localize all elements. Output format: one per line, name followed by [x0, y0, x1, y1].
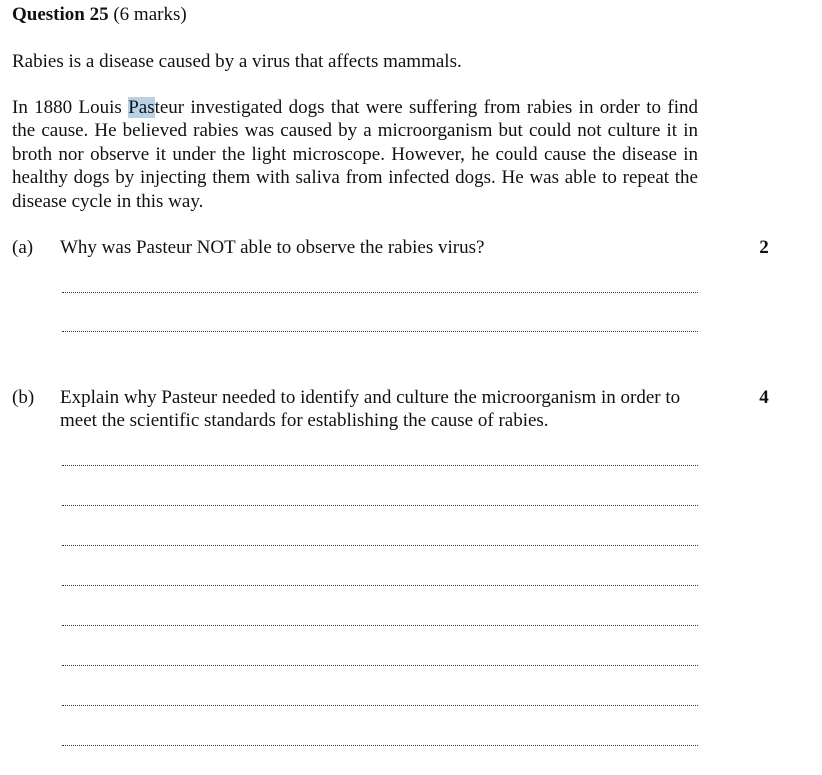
part-a-question: Why was Pasteur NOT able to observe the rabies virus?: [60, 237, 485, 258]
answer-line-a-2[interactable]: [62, 331, 698, 332]
answer-line-b-4[interactable]: [62, 585, 698, 586]
answer-line-b-5[interactable]: [62, 625, 698, 626]
question-marks-note: (6 marks): [113, 4, 187, 25]
text-selection-highlight[interactable]: Pas: [128, 97, 155, 118]
question-intro: Rabies is a disease caused by a virus that affects mammals.: [12, 51, 462, 72]
part-a-marks: 2: [759, 237, 769, 258]
answer-line-b-6[interactable]: [62, 665, 698, 666]
answer-line-a-1[interactable]: [62, 292, 698, 293]
answer-line-b-3[interactable]: [62, 545, 698, 546]
part-b-question: Explain why Pasteur needed to identify and culture the microorganism in order to meet the scientific standards for establishing the cause of rabies.: [60, 387, 681, 432]
answer-line-b-2[interactable]: [62, 505, 698, 506]
stem-text-start: In 1880 Louis: [12, 97, 129, 118]
answer-line-b-7[interactable]: [62, 705, 698, 706]
question-title: Question 25: [12, 4, 109, 25]
part-a-label: (a): [12, 237, 34, 258]
part-b-label: (b): [12, 387, 35, 408]
part-b-marks: 4: [759, 387, 769, 408]
answer-line-b-1[interactable]: [62, 465, 698, 466]
question-heading: [12, 3, 187, 27]
stem-text-end: teur investigated dogs that were suffering from rabies in order to find the cause. He believed rabies was caused by a microorganism but could not culture it in broth nor observe it under the light microscope. However, he could cause the disease in healthy dogs by injecting them with saliva from infected dogs. He was able to repeat the disease cycle in this way.: [12, 97, 698, 212]
answer-line-b-8[interactable]: [62, 745, 698, 746]
question-stem: [12, 96, 698, 213]
